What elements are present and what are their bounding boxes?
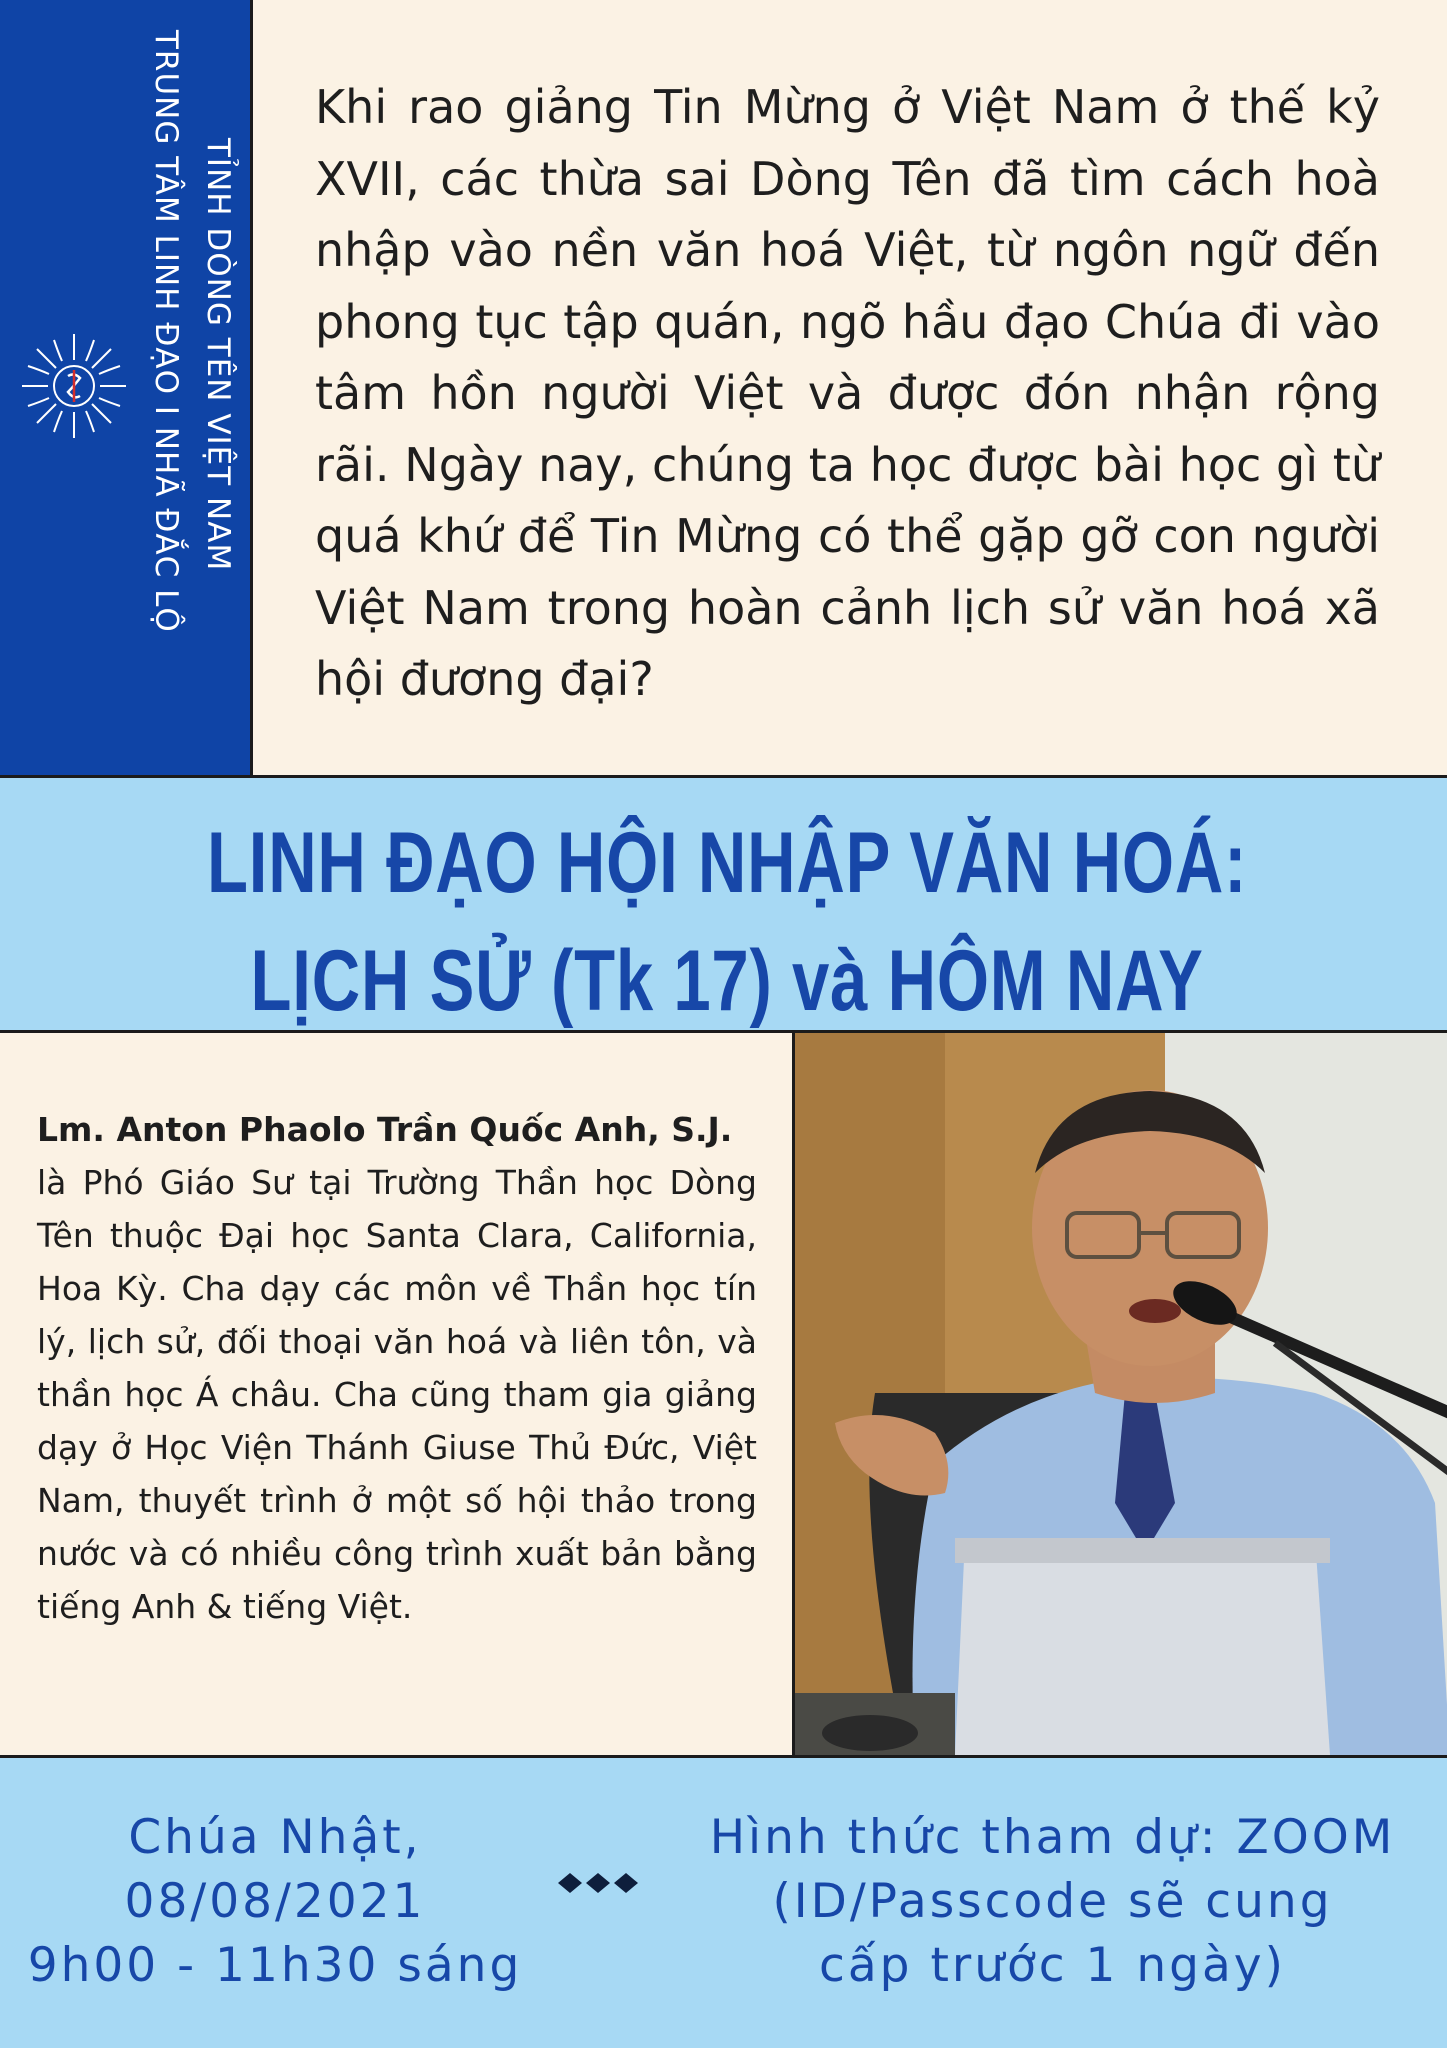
intro-section	[0, 0, 1447, 775]
event-time: 9h00 - 11h30 sáng	[27, 1938, 523, 1993]
speaker-bio-text: là Phó Giáo Sư tại Trường Thần học Dòng Tên thuộc Đại học Santa Clara, California, Hoa Kỳ. Cha dạy các môn về Thần học tín lý, lịch sử, đối thoại văn hoá và liên tôn, và thần học Á châu. Cha cũng tham gia giảng dạy ở Học Viện Thánh Giuse Thủ Đức, Việt Nam, thuyết trình ở một số hội thảo trong nước và có nhiều công trình xuất bản bằng tiếng Anh & tiếng Việt.	[37, 1163, 757, 1626]
speaker-photo	[792, 1033, 1447, 1755]
event-title-line1: LINH ĐẠO HỘI NHẬP VĂN HOÁ:	[207, 815, 1248, 911]
event-info-banner	[0, 1755, 1447, 2048]
event-title-line2: LỊCH SỬ (Tk 17) và HÔM NAY	[250, 933, 1204, 1029]
ihs-sun-logo-icon	[18, 330, 130, 442]
sidebar-vertical-title	[140, 30, 244, 633]
diamond-divider-icon	[558, 1868, 638, 1898]
sidebar-title-line2: TRUNG TÂM LINH ĐẠO I NHÃ ĐẮC LỘ	[148, 30, 184, 633]
event-format	[675, 1806, 1430, 1998]
intro-paragraph: Khi rao giảng Tin Mừng ở Việt Nam ở thế kỷ XVII, các thừa sai Dòng Tên đã tìm cách hoà nhập vào nền văn hoá Việt, từ ngôn ngữ đến phong tục tập quán, ngõ hầu đạo Chúa đi vào tâm hồn người Việt và được đón nhận rộng rãi. Ngày nay, chúng ta học được bài học gì từ quá khứ để Tin Mừng có thể gặp gỡ con người Việt Nam trong hoàn cảnh lịch sử văn hoá xã hội đương đại?	[315, 80, 1380, 706]
speaker-name: Lm. Anton Phaolo Trần Quốc Anh, S.J.	[37, 1110, 733, 1149]
event-format-line3: cấp trước 1 ngày)	[819, 1938, 1286, 1993]
speaker-bio-section	[0, 1033, 792, 1755]
event-day: Chúa Nhật,	[128, 1810, 422, 1865]
sidebar-title-line1: TỈNH DÒNG TÊN VIỆT NAM	[200, 138, 236, 572]
event-format-line2: (ID/Passcode sẽ cung	[772, 1874, 1333, 1929]
event-title	[163, 804, 1292, 1040]
sidebar-banner	[0, 0, 253, 775]
event-format-line1: Hình thức tham dự: ZOOM	[709, 1810, 1396, 1865]
event-date: 08/08/2021	[124, 1874, 426, 1929]
title-banner	[0, 775, 1447, 1033]
speaker-bio	[37, 1103, 757, 1633]
event-date-time	[20, 1806, 530, 1998]
